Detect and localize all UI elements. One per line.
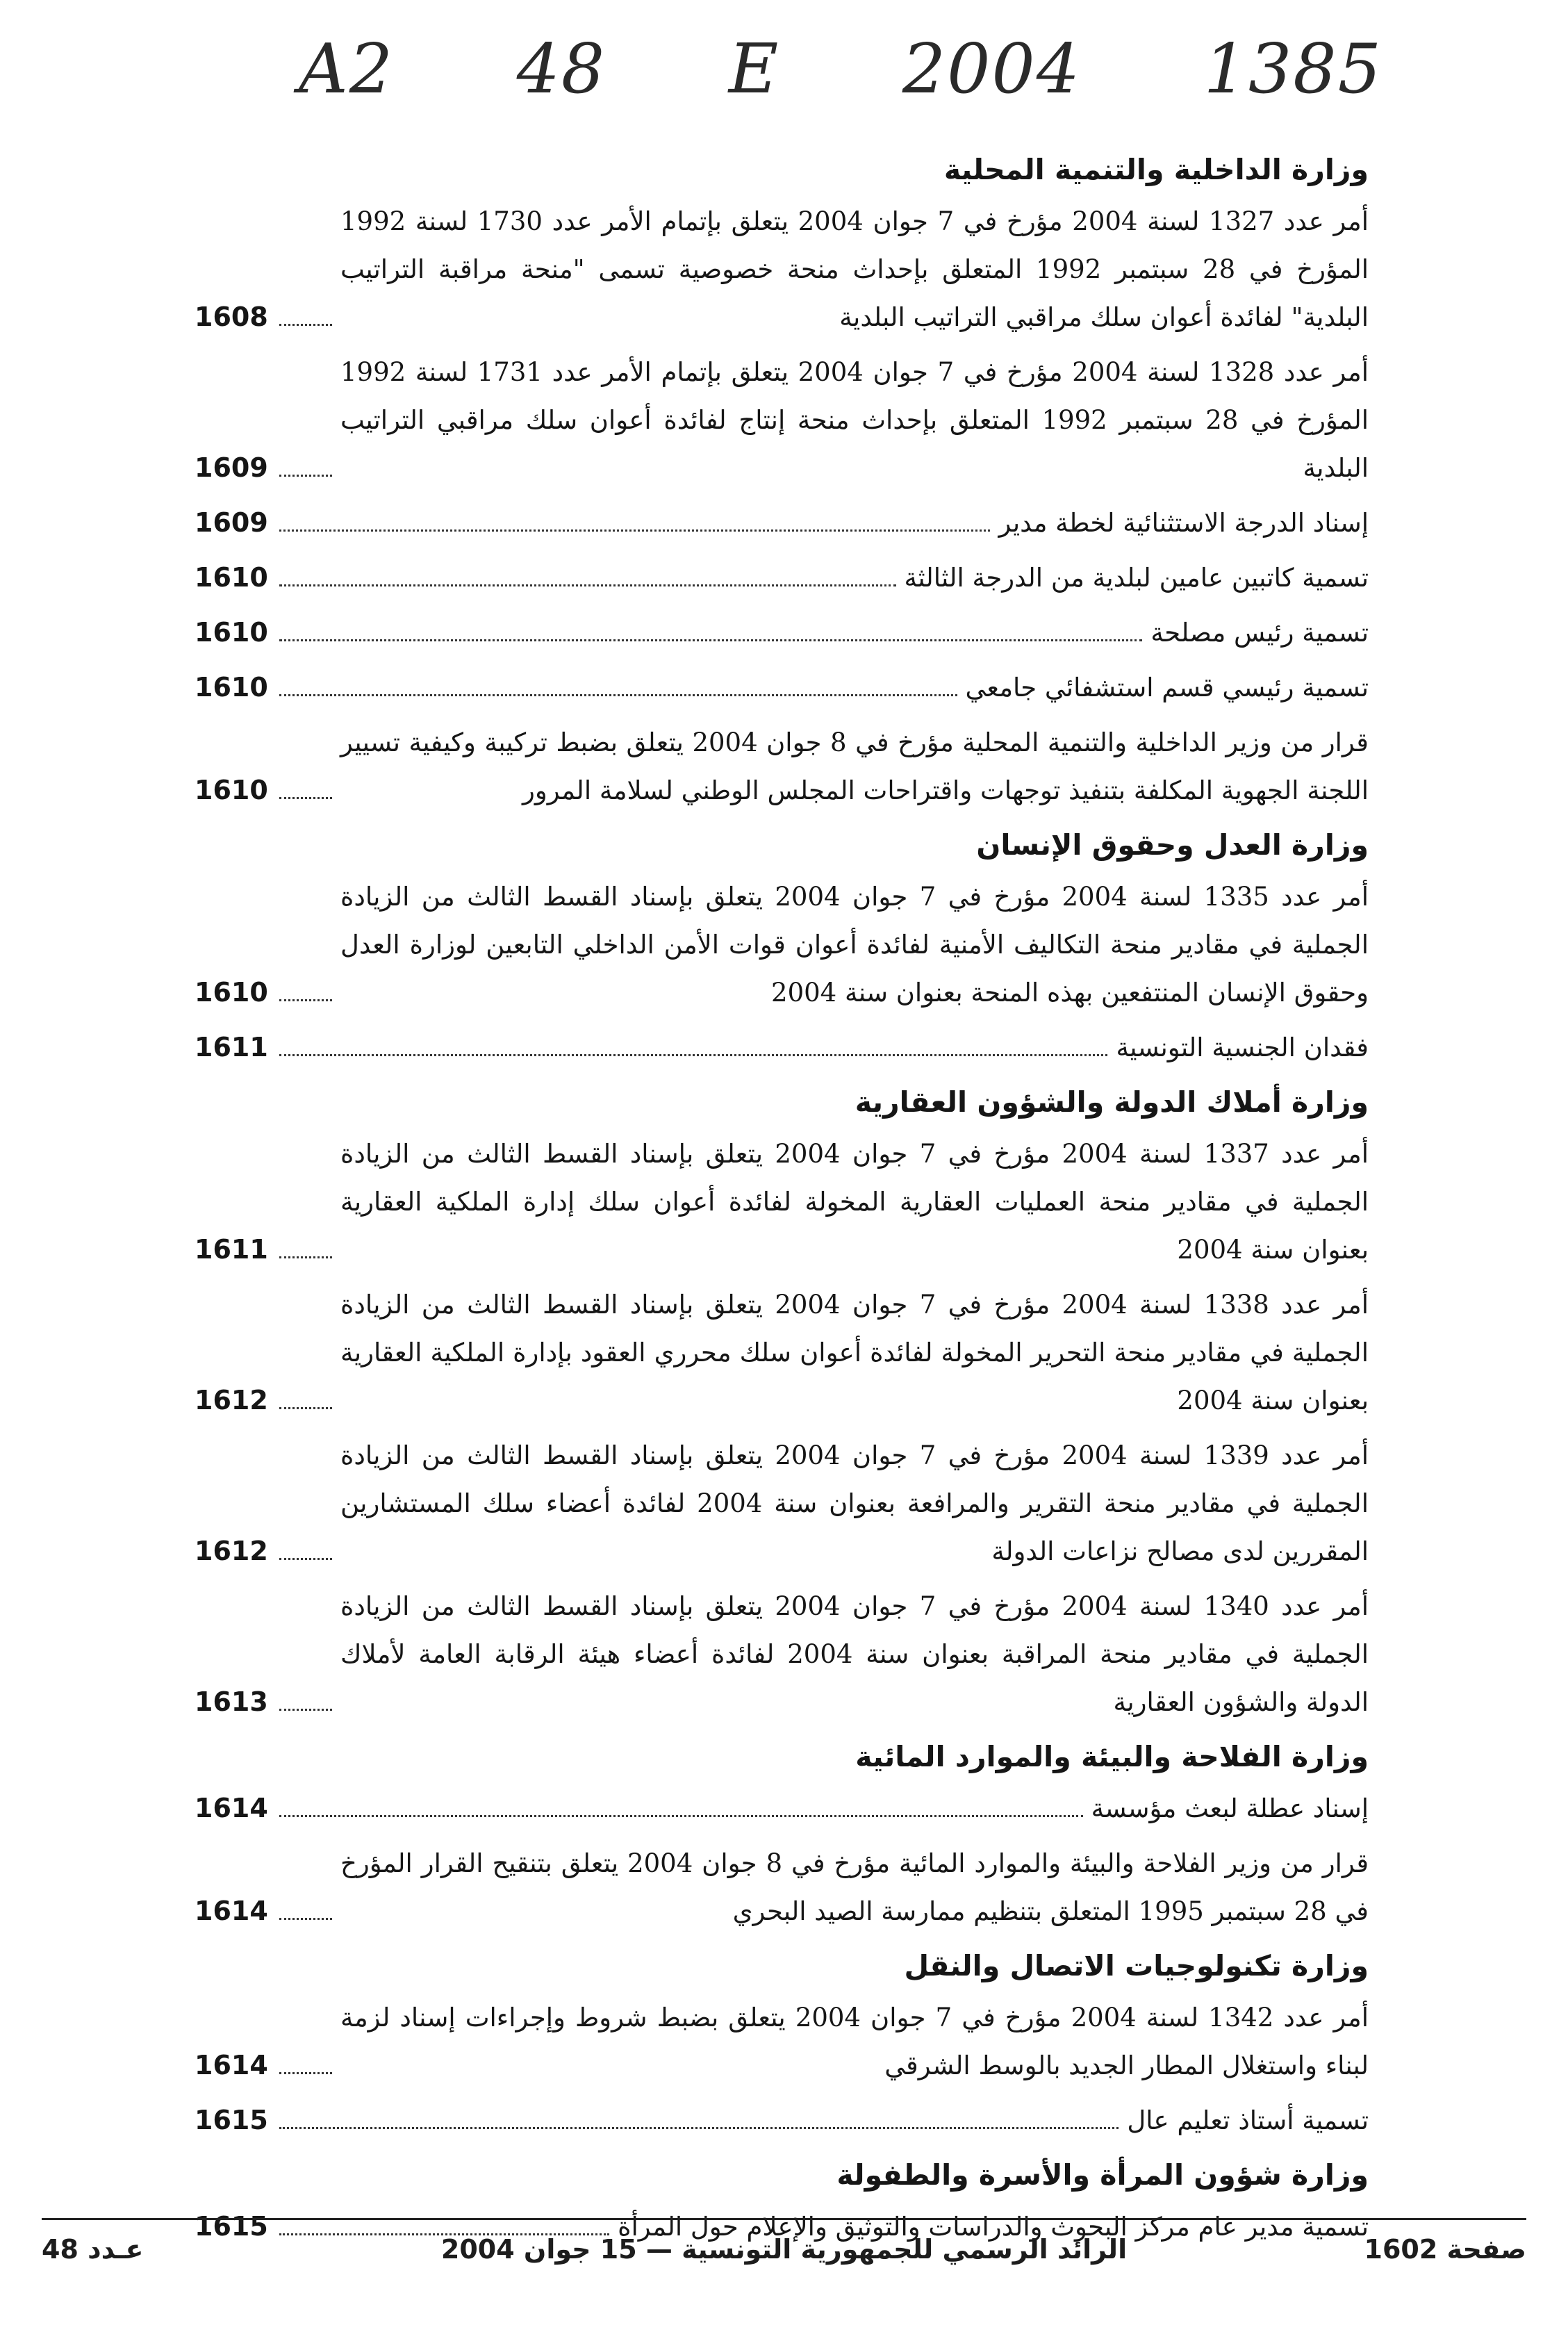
dot-leader xyxy=(279,1558,332,1560)
toc-entry xyxy=(195,719,1369,814)
ministry-heading: وزارة شؤون المرأة والأسرة والطفولة xyxy=(836,2158,1369,2192)
dot-leader xyxy=(279,584,896,586)
toc-entry xyxy=(195,1431,1369,1575)
toc-entry xyxy=(195,664,1369,712)
ministry-heading: وزارة تكنولوجيات الاتصال والنقل xyxy=(904,1949,1369,1982)
toc-entry xyxy=(195,499,1369,547)
toc-entry xyxy=(195,1839,1369,1935)
ministry-heading: وزارة أملاك الدولة والشؤون العقارية xyxy=(855,1085,1369,1119)
entry-text: إسناد عطلة لبعث مؤسسة xyxy=(1091,1793,1369,1823)
dot-leader xyxy=(279,1054,1107,1056)
handwritten-mark: E xyxy=(728,30,780,109)
dot-leader xyxy=(279,1709,332,1711)
toc-entry xyxy=(195,873,1369,1017)
ministry-heading: وزارة العدل وحقوق الإنسان xyxy=(976,828,1369,862)
entry-text: أمر عدد 1338 لسنة 2004 مؤرخ في 7 جوان 2004 يتعلق بإسناد القسط الثالث من الزيادة الجملية في مقادير منحة التحرير المخولة لفائدة أعوان سلك محرري العقود بإدارة الملكية العقارية بعنوان سنة 2004 xyxy=(340,1290,1369,1415)
toc-entry xyxy=(195,1281,1369,1424)
page-number: 1609 xyxy=(195,507,268,538)
entry-text: قرار من وزير الفلاحة والبيئة والموارد المائية مؤرخ في 8 جوان 2004 يتعلق بتنقيح القرار المؤرخ في 28 سبتمبر 1995 المتعلق بتنظيم ممارسة الصيد البحري xyxy=(340,1848,1369,1926)
dot-leader xyxy=(279,639,1142,641)
dot-leader xyxy=(279,324,332,326)
dot-leader xyxy=(279,1815,1083,1817)
page-number: 1615 xyxy=(195,2211,268,2242)
page-number: 1610 xyxy=(195,562,268,593)
entry-text: أمر عدد 1327 لسنة 2004 مؤرخ في 7 جوان 2004 يتعلق بإتمام الأمر عدد 1730 لسنة 1992 المؤرخ في 28 سبتمبر 1992 المتعلق بإحداث منحة خصوصية تسمى "منحة مراقبة التراتيب البلدية" لفائدة أعوان سلك مراقبي التراتيب البلدية xyxy=(340,206,1369,332)
dot-leader xyxy=(279,797,332,799)
entry-text: تسمية رئيسي قسم استشفائي جامعي xyxy=(965,673,1369,703)
toc-entry xyxy=(195,609,1369,657)
page-number: 1614 xyxy=(195,1793,268,1823)
issue-number: عـدد 48 xyxy=(42,2234,144,2265)
entry-text: أمر عدد 1340 لسنة 2004 مؤرخ في 7 جوان 2004 يتعلق بإسناد القسط الثالث من الزيادة الجملية في مقادير منحة المراقبة بعنوان سنة 2004 لفائدة أعضاء هيئة الرقابة العامة لأملاك الدولة والشؤون العقارية xyxy=(340,1591,1369,1717)
footer-divider xyxy=(42,2218,1526,2220)
page-number: 1608 xyxy=(195,302,268,332)
entry-text: أمر عدد 1335 لسنة 2004 مؤرخ في 7 جوان 2004 يتعلق بإسناد القسط الثالث من الزيادة الجملية في مقادير منحة التكاليف الأمنية لفائدة أعوان قوات الأمن الداخلي التابعين لوزارة العدل وحقوق الإنسان المنتفعين بهذه المنحة بعنوان سنة 2004 xyxy=(340,882,1369,1008)
page-number: 1610 xyxy=(195,617,268,648)
handwritten-mark: 2004 xyxy=(902,30,1082,109)
page-number: 1614 xyxy=(195,1896,268,1926)
toc-entry xyxy=(195,2096,1369,2144)
dot-leader xyxy=(279,1918,332,1920)
page-number: 1611 xyxy=(195,1032,268,1062)
dot-leader xyxy=(279,1256,332,1258)
handwritten-annotation xyxy=(299,28,1383,111)
page-footer xyxy=(42,2234,1526,2283)
toc-entry xyxy=(195,1582,1369,1726)
handwritten-mark: 48 xyxy=(516,30,606,109)
dot-leader xyxy=(279,2072,332,2074)
entry-text: أمر عدد 1337 لسنة 2004 مؤرخ في 7 جوان 2004 يتعلق بإسناد القسط الثالث من الزيادة الجملية في مقادير منحة العمليات العقارية المخولة لفائدة أعوان سلك إدارة الملكية العقارية بعنوان سنة 2004 xyxy=(340,1139,1369,1265)
publication-title: الرائد الرسمي للجمهورية التونسية — 15 جوان 2004 xyxy=(440,2234,1128,2265)
entry-text: تسمية أستاذ تعليم عال xyxy=(1127,2105,1369,2135)
dot-leader xyxy=(279,694,957,696)
toc-entry xyxy=(195,1784,1369,1832)
toc-entry xyxy=(195,1024,1369,1071)
dot-leader xyxy=(279,1407,332,1409)
page-number: 1611 xyxy=(195,1234,268,1265)
dot-leader xyxy=(279,999,332,1001)
page-number: 1612 xyxy=(195,1385,268,1415)
entry-text: إسناد الدرجة الاستثنائية لخطة مدير xyxy=(998,508,1369,538)
table-of-contents xyxy=(195,139,1369,2258)
handwritten-mark: A2 xyxy=(299,30,395,109)
toc-entry xyxy=(195,348,1369,492)
entry-text: أمر عدد 1339 لسنة 2004 مؤرخ في 7 جوان 2004 يتعلق بإسناد القسط الثالث من الزيادة الجملية في مقادير منحة التقرير والمرافعة بعنوان سنة 2004 لفائدة أعضاء سلك المستشارين المقررين لدى مصالح نزاعات الدولة xyxy=(340,1440,1369,1566)
page-number: 1614 xyxy=(195,2050,268,2080)
toc-entry xyxy=(195,1994,1369,2089)
page-number: 1610 xyxy=(195,977,268,1008)
page-number: 1615 xyxy=(195,2105,268,2135)
page-number: 1612 xyxy=(195,1536,268,1566)
dot-leader xyxy=(279,529,990,532)
toc-entry xyxy=(195,554,1369,602)
page-number: 1610 xyxy=(195,775,268,805)
page-number: 1609 xyxy=(195,452,268,483)
ministry-heading: وزارة الداخلية والتنمية المحلية xyxy=(943,153,1369,186)
toc-entry xyxy=(195,1130,1369,1274)
toc-entry xyxy=(195,197,1369,341)
entry-text: فقدان الجنسية التونسية xyxy=(1116,1033,1369,1062)
dot-leader xyxy=(279,2127,1119,2129)
entry-text: قرار من وزير الداخلية والتنمية المحلية مؤرخ في 8 جوان 2004 يتعلق بضبط تركيبة وكيفية تسيير اللجنة الجهوية المكلفة بتنفيذ توجهات واقتراحات المجلس الوطني لسلامة المرور xyxy=(340,728,1369,805)
entry-text: تسمية مدير عام مركز البحوث والدراسات والتوثيق والإعلام حول المرأة xyxy=(618,2212,1369,2242)
entry-text: أمر عدد 1328 لسنة 2004 مؤرخ في 7 جوان 2004 يتعلق بإتمام الأمر عدد 1731 لسنة 1992 المؤرخ في 28 سبتمبر 1992 المتعلق بإحداث منحة إنتاج لفائدة أعوان سلك مراقبي التراتيب البلدية xyxy=(340,357,1369,483)
handwritten-mark: 1385 xyxy=(1203,30,1383,109)
ministry-heading: وزارة الفلاحة والبيئة والموارد المائية xyxy=(855,1740,1369,1773)
entry-text: تسمية كاتبين عامين لبلدية من الدرجة الثالثة xyxy=(904,563,1369,593)
dot-leader xyxy=(279,475,332,477)
page-number: 1613 xyxy=(195,1686,268,1717)
entry-text: أمر عدد 1342 لسنة 2004 مؤرخ في 7 جوان 2004 يتعلق بضبط شروط وإجراءات إسناد لزمة لبناء واستغلال المطار الجديد بالوسط الشرقي xyxy=(340,2003,1369,2080)
page-label: صفحة 1602 xyxy=(1364,2234,1526,2265)
page-number: 1610 xyxy=(195,672,268,703)
entry-text: تسمية رئيس مصلحة xyxy=(1150,618,1369,648)
